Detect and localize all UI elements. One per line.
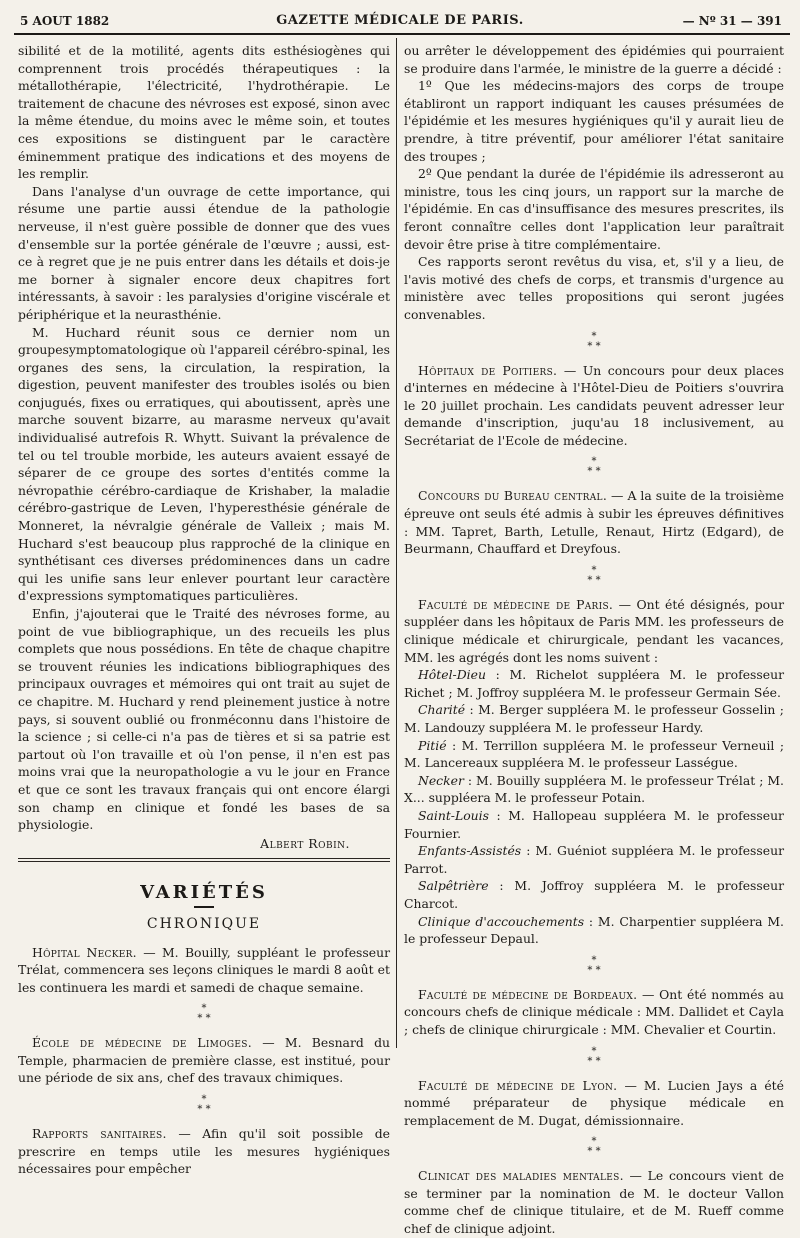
paragraph: M. Huchard réunit sous ce dernier nom un groupesymptomatologique où l'appareil cérébro-spinal, les organes des sens, la circulation, la respiration, la digestion, peuvent manifester des troubles isolés ou bien conjugués, fixes ou erratiques, qui aboutissent, après une marche souvent bizarre, au marasme nerveux qu'avait individualisé autrefois R. Whytt. Suivant la prévalence de tel ou tel trouble morbide, les auteurs avaient essayé de séparer de ce groupe des sortes d'entités comme la névropathie cérébro-cardiaque de Krishaber, la maladie cérébro-gastrique de Leven, l'hyperesthésie générale de Monneret, la névralgie générale de Valleix ; mais M. Huchard s'est beaucoup plus rapproché de la clinique en synthétisant ces diverses prédominences dans un cadre qui les unifie sans leur enlever pourtant leur caractère d'expressions symptomatiques particulières. xyxy=(18,324,390,604)
title-dash xyxy=(194,906,214,908)
section-separator xyxy=(18,858,390,862)
paragraph: 1º Que les médecins-majors des corps de troupe établiront un rapport indiquant les causes présumées de l'épidémie et les mesures hygiéniques qu'il y aurait lieu de prendre, à titre préventif, pour améliorer l'état sanitaire des troupes ; xyxy=(404,78,784,164)
hospital-label: Hôtel-Dieu xyxy=(418,667,486,683)
news-item-heading: Rapports sanitaires. xyxy=(32,1126,167,1142)
news-item-heading: Hôpitaux de Poitiers. xyxy=(418,362,558,378)
news-item-body: — M. Lucien Jays a été nommé préparateur de physique médicale en remplacement de M. Dugat, démissionnaire. xyxy=(404,1077,784,1128)
hospital-text: : M. Bouilly suppléera M. le professeur Trélat ; M. X... suppléera M. le professeur Potain. xyxy=(404,772,784,806)
news-item-heading: Faculté de médecine de Lyon. xyxy=(418,1077,618,1093)
hospital-text: : M. Guéniot suppléera M. le professeur Parrot. xyxy=(404,843,784,876)
hospital-label: Necker xyxy=(418,772,464,788)
page-header xyxy=(10,12,790,32)
asterism: * * * xyxy=(587,954,601,976)
news-item xyxy=(404,487,784,557)
news-item-heading: Clinicat des maladies mentales. xyxy=(418,1168,624,1184)
news-item xyxy=(404,362,784,450)
hospital-entry xyxy=(404,701,784,736)
hospital-text: : M. Joffroy suppléera M. le professeur Charcot. xyxy=(404,878,784,911)
paragraph: 2º Que pendant la durée de l'épidémie ils adresseront au ministre, tous les cinq jours, un rapport sur la marche de l'épidémie. En cas d'insuffisance des mesures prescrites, ils feront connaître celles dont l'application leur paraîtrait devoir être prise à titre complémentaire. xyxy=(404,166,784,252)
news-item xyxy=(18,1034,390,1087)
hospital-entry xyxy=(404,737,784,772)
news-item-body: — Le concours vient de se terminer par la nomination de M. le docteur Vallon comme chef de clinique titulaire, et de M. Rueff comme chef de clinique adjoint. xyxy=(404,1168,784,1237)
hospital-entry xyxy=(404,877,784,912)
news-item-heading: Hôpital Necker. xyxy=(32,944,137,960)
news-item-heading: Faculté de médecine de Paris. xyxy=(418,596,614,612)
publication-title: GAZETTE MÉDICALE DE PARIS. xyxy=(276,13,524,28)
news-item-heading: Faculté de médecine de Bordeaux. xyxy=(418,986,638,1002)
news-item-body: — M. Besnard du Temple, pharmacien de première classe, est institué, pour une période de six ans, chef des travaux chimiques. xyxy=(18,1035,390,1086)
asterism: * * * xyxy=(587,1045,601,1067)
hospital-entry xyxy=(404,772,784,807)
news-item xyxy=(18,1125,390,1178)
issue-number: — Nº 31 — 391 xyxy=(682,14,782,28)
paragraph: ou arrêter le développement des épidémies qui pourraient se produire dans l'armée, le ministre de la guerre a décidé : xyxy=(404,43,784,76)
hospital-entry xyxy=(404,913,784,948)
hospital-label: Saint-Louis xyxy=(418,807,489,823)
news-item xyxy=(404,986,784,1039)
news-item xyxy=(404,1077,784,1130)
hospital-label: Enfants-Assistés xyxy=(418,843,522,859)
news-item xyxy=(404,596,784,666)
asterism: * * * xyxy=(587,564,601,586)
news-item-body: — A la suite de la troisième épreuve ont seuls été admis à subir les épreuves définitives : MM. Tapret, Barth, Letulle, Renaut, Hirtz (Edgard), de Beurmann, Chauffard et Dreyfous. xyxy=(404,488,784,557)
asterism: * * * xyxy=(587,330,601,352)
news-item-body: — Afin qu'il soit possible de prescrire en temps utile les mesures hygiéniques nécessaires pour empêcher xyxy=(18,1126,390,1177)
asterism: * * * xyxy=(197,1003,211,1025)
news-item-body: — M. Bouilly, suppléant le professeur Trélat, commencera ses leçons cliniques le mardi 8 août et les continuera les mardi et samedi de chaque semaine. xyxy=(18,944,390,995)
asterism: * * * xyxy=(587,1136,601,1158)
author-signature: Albert Robin. xyxy=(260,835,350,851)
section-subtitle: CHRONIQUE xyxy=(146,915,262,932)
hospital-text: : M. Hallopeau suppléera M. le professeur Fournier. xyxy=(404,807,784,841)
hospital-entry xyxy=(404,666,784,701)
left-column xyxy=(18,42,390,1178)
news-item-heading: École de médecine de Limoges. xyxy=(32,1035,252,1051)
hospital-text: : M. Berger suppléera M. le professeur Gosselin ; M. Landouzy suppléera M. le professeur Hardy. xyxy=(404,702,784,735)
news-item-body: — Un concours pour deux places d'internes en médecine à l'Hôtel-Dieu de Poitiers s'ouvrira le 20 juillet prochain. Les candidats peuvent adresser leur demande d'inscription, juqu'au 18 inclusivement, au Secrétariat de l'Ecole de médecine. xyxy=(404,362,784,448)
paragraph: Enfin, j'ajouterai que le Traité des névroses forme, au point de vue bibliographique, un des recueils les plus complets que nous possédions. En tête de chaque chapitre se trouvent réunies les indications bibliographiques des principaux ouvrages et mémoires qui ont trait au sujet de ce chapitre. M. Huchard y rend pleinement justice à notre pays, si souvent oublié ou fronméconnu dans l'histoire de la science ; si celle-ci n'a pas de tières et si sa patrie est partout où l'on travaille et où l'on pense, il n'en est pas moins vrai que la neuropathologie a vu le jour en France et que ce sont les travaux français qui ont encore élargi son champ en clinique et fondé les bases de sa physiologie. xyxy=(18,606,390,833)
issue-date: 5 AOUT 1882 xyxy=(20,14,110,28)
hospital-label: Charité xyxy=(418,702,466,718)
header-rule xyxy=(14,33,790,35)
news-item-heading: Concours du Bureau central. xyxy=(418,488,608,504)
hospital-text: : M. Charpentier suppléera M. le professeur Depaul. xyxy=(404,913,784,947)
hospital-label: Salpêtrière xyxy=(418,878,489,894)
paragraph: Dans l'analyse d'un ouvrage de cette importance, qui résume une partie aussi étendue de la pathologie nerveuse, il n'est guère possible de donner que des vues d'ensemble sur la portée générale de l'œuvre ; aussi, est-ce à regret que je ne puis entrer dans les détails et dois-je me borner à signaler encore deux chapitres fort intéressants, à savoir : les paralysies d'origine viscérale et périphérique et la neurasthénie. xyxy=(18,183,390,322)
section-title: VARIÉTÉS xyxy=(140,882,268,904)
paragraph: Ces rapports seront revêtus du visa, et, s'il y a lieu, de l'avis motivé des chefs de corps, et transmis d'urgence au ministère avec telles propositions qui seront jugées convenables. xyxy=(404,254,784,322)
paragraph: sibilité et de la motilité, agents dits esthésiogènes qui comprennent trois procédés thérapeutiques : la métallothérapie, l'électricité, l'hydrothérapie. Le traitement de chacune des névroses est exposé, sinon avec la même étendue, du moins avec le même soin, et toutes ces expositions se distinguent par le caractère éminemment pratique des indications et des moyens de les remplir. xyxy=(18,43,390,182)
hospital-text: : M. Richelot suppléera M. le professeur Richet ; M. Joffroy suppléera M. le professeur Germain Sée. xyxy=(404,667,784,700)
hospital-entry xyxy=(404,807,784,842)
right-column xyxy=(404,42,784,1238)
news-item xyxy=(404,1167,784,1237)
news-item-body: — Ont été désignés, pour suppléer dans les hôpitaux de Paris MM. les professeurs de clinique médicale et chirurgicale, pendant les vacances, MM. les agrégés dont les noms suivent : xyxy=(404,596,784,665)
asterism: * * * xyxy=(587,456,601,478)
news-item xyxy=(18,944,390,997)
hospital-label: Clinique d'accouchements xyxy=(418,913,585,929)
hospital-text: : M. Terrillon suppléera M. le professeur Verneuil ; M. Lancereaux suppléera M. le professeur Lasségue. xyxy=(404,737,784,771)
hospital-entry xyxy=(404,842,784,877)
news-item-body: — Ont été nommés au concours chefs de clinique médicale : MM. Dallidet et Cayla ; chefs de clinique chirurgicale : MM. Chevalier et Courtin. xyxy=(404,986,784,1037)
column-divider xyxy=(396,38,397,1048)
hospital-label: Pitié xyxy=(418,737,447,753)
asterism: * * * xyxy=(197,1094,211,1116)
